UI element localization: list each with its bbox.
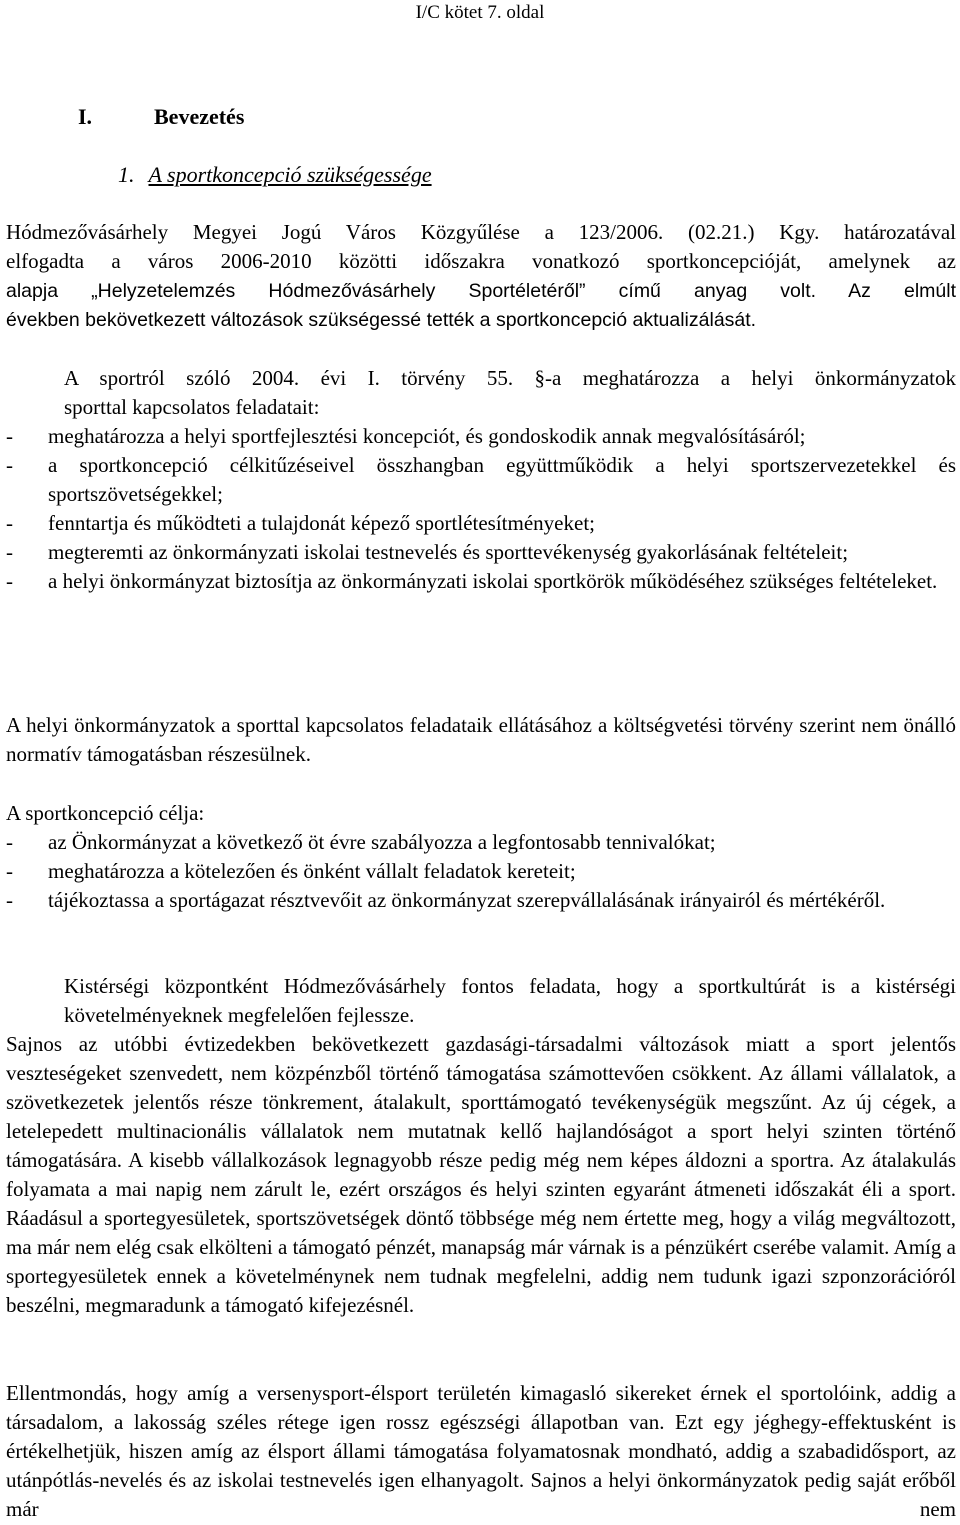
regional-paragraph: Kistérségi központként Hódmezővásárhely fontos feladata, hogy a sportkultúrát is a kistérségi követelményeknek megfelelően fejlessze. [64, 974, 956, 1027]
body-paragraph-2: Ellentmondás, hogy amíg a versenysport-élsport területén kimagasló sikereket érnek el sportolóink, addig a társadalom, a lakosság széles rétege igen rossz egészségi állapotban van. Ezt egy jéghegy-effektusként is értékelhetjük, hiszen amíg az élsport állami támogatása folyamatosnak mondható, addig a szabadidősport, az utánpótlás-nevelés és az iskolai testnevelés igen elhanyagolt. Sajnos a helyi önkormányzatok pedig saját erőből már nem [6, 1381, 956, 1521]
list-dash: - [6, 859, 13, 883]
list-item: - meghatározza a helyi sportfejlesztési koncepciót, és gondoskodik annak megvalósításáról; [6, 422, 956, 451]
list-dash: - [6, 830, 13, 854]
body-paragraph-1: Sajnos az utóbbi évtizedekben bekövetkezett gazdasági-társadalmi változások miatt a sport jelentős veszteségeket szenvedett, nem közpénzből történő támogatása számottevően csökkent. Az állami vállalatok, a szövetkezetek jelentős része tönkrement, átalakult, sporttámogató tevékenységük megszűnt. Az új cégek, a letelepedett multinacionális vállalatok nem mutatnak kellő hajlandóságot a sport helyi szinten történő támogatására. A kisebb vállalkozások legnagyobb része pedig még nem képes áldozni a sportra. Az átalakulás folyamata a mai napig nem zárult le, ezért országos és helyi szinten egyaránt átmeneti időszakát éli a sport. Ráadásul a sportegyesületek, sportszövetségek döntő többsége még nem értette meg, hogy a világ megváltozott, ma már nem elég csak elkölteni a támogató pénzét, manapság már várnak is a pénzükért cserébe valamit. Amíg a sportegyesületek ennek a követelménynek nem tudnak megfelelni, addig nem tudunk igazi szponzorációról beszélni, megmaradunk a támogató kifejezésnél. [6, 1032, 956, 1317]
list-dash: - [6, 424, 13, 448]
subsection-number: 1. [118, 162, 135, 187]
list-item: - megteremti az önkormányzati iskolai testnevelés és sporttevékenység gyakorlásának feltételeit; [6, 538, 956, 567]
running-header: I/C kötet 7. oldal [415, 2, 545, 23]
intro-line-1: Hódmezővásárhely Megyei Jogú Város Közgyűlése a 123/2006. (02.21.) Kgy. határozatával [6, 220, 956, 244]
list-item: - meghatározza a kötelezően és önként vállalt feladatok kereteit; [6, 857, 956, 886]
intro-line-2: elfogadta a város 2006-2010 közötti időszakra vonatkozó sportkoncepcióját, amelynek az [6, 249, 956, 273]
list-item: - a helyi önkormányzat biztosítja az önkormányzati iskolai sportkörök működéséhez szükséges feltételeket. [6, 567, 956, 596]
law-line-1: A sportról szóló 2004. évi I. törvény 55. §-a meghatározza a helyi önkormányzatok [64, 366, 956, 390]
section-number: I. [78, 104, 93, 129]
subsection-heading [118, 162, 432, 188]
intro-line-4: években bekövetkezett változások szükségessé tették a sportkoncepció aktualizálását. [6, 309, 757, 331]
law-line-2: sporttal kapcsolatos feladatait: [64, 395, 320, 419]
goal-list [6, 828, 956, 915]
funding-paragraph: A helyi önkormányzatok a sporttal kapcsolatos feladataik ellátásához a költségvetési törvény szerint nem önálló normatív támogatásban részesülnek. [6, 713, 956, 766]
subsection-title: A sportkoncepció szükségessége [148, 162, 432, 187]
list-item: - tájékoztassa a sportágazat résztvevőit az önkormányzat szerepvállalásának irányairól és mértékéről. [6, 886, 956, 915]
list-dash: - [6, 569, 13, 593]
intro-line-3: alapja „Helyzetelemzés Hódmezővásárhely Sportéletéről” című anyag volt. Az elmúlt [6, 280, 956, 302]
section-heading [78, 104, 244, 130]
list-item: - fenntartja és működteti a tulajdonát képező sportlétesítményeket; [6, 509, 956, 538]
list-dash: - [6, 888, 13, 912]
list-item: - az Önkormányzat a következő öt évre szabályozza a legfontosabb tennivalókat; [6, 828, 956, 857]
law-task-list [6, 422, 956, 596]
list-item: - a sportkoncepció célkitűzéseivel összhangban együttműködik a helyi sportszervezetekkel és sportszövetségekkel; [6, 453, 956, 506]
list-dash: - [6, 511, 13, 535]
goal-title: A sportkoncepció célja: [6, 801, 205, 825]
section-title: Bevezetés [154, 104, 245, 129]
list-dash: - [6, 453, 13, 477]
list-dash: - [6, 540, 13, 564]
